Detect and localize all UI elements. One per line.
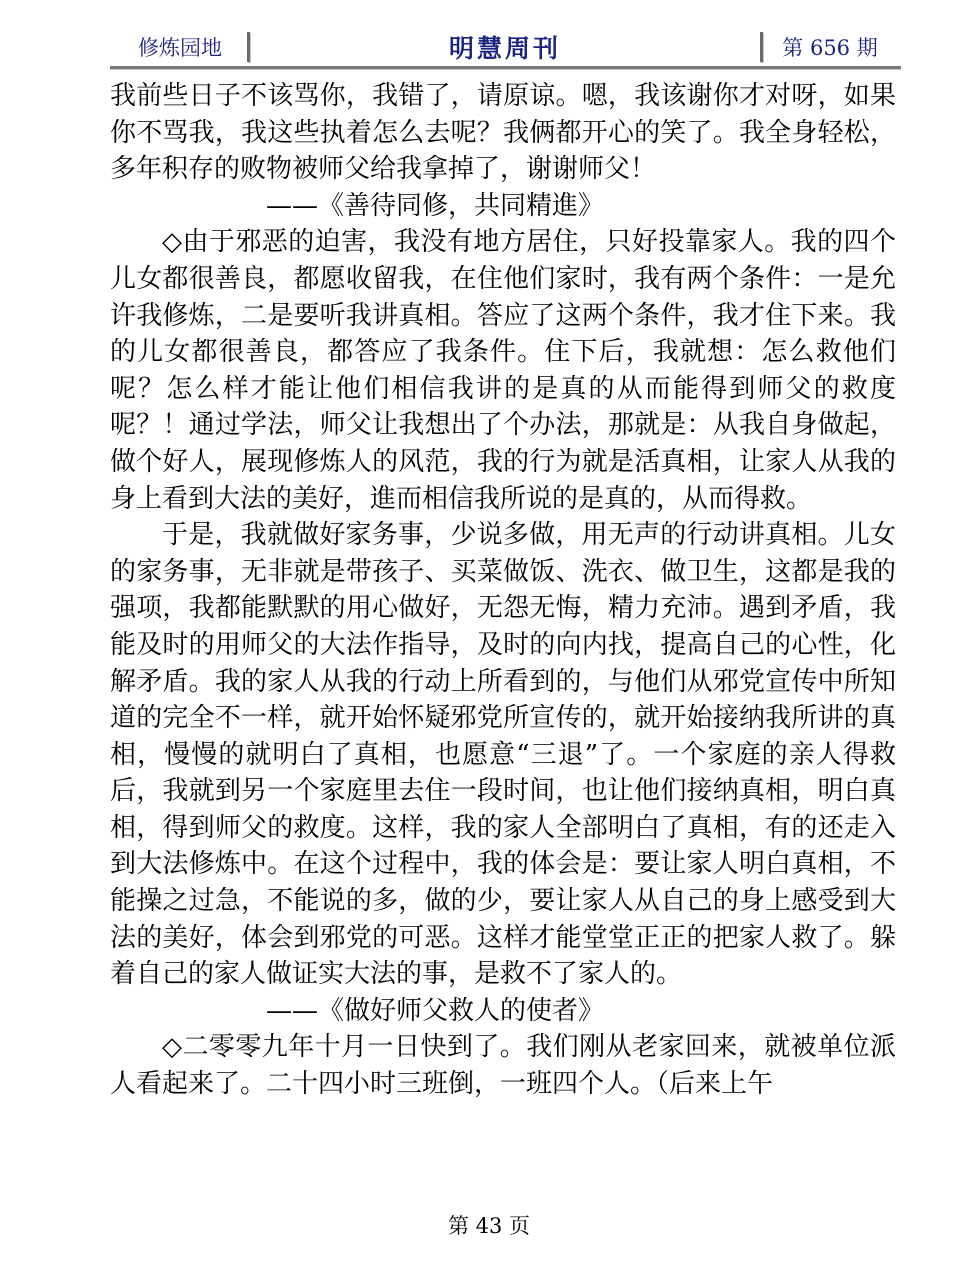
issue-number: 第 656 期: [782, 36, 878, 60]
header-divider: [760, 32, 763, 62]
publication-title: 明慧周刊: [448, 34, 561, 63]
paragraph: 我前些日子不该骂你，我错了，请原谅。嗯，我该谢你才对呀，如果你不骂我，我这些执着怎么去呢？我俩都开心的笑了。我全身轻松，多年积存的败物被师父给我拿掉了，谢谢师父！: [110, 81, 896, 185]
paragraph: 于是，我就做好家务事，少说多做，用无声的行动讲真相。儿女的家务事，无非就是带孩子、买菜做饭、洗衣、做卫生，这都是我的强项，我都能默默的用心做好，无怨无悔，精力充沛。遇到矛盾，我能及时的用师父的大法作指导，及时的向内找，提高自己的心性，化解矛盾。我的家人从我的行动上所看到的，与他们从邪党宣传中所知道的完全不一样，就开始怀疑邪党所宣传的，就开始接纳我所讲的真相，慢慢的就明白了真相，也愿意“三退”了。一个家庭的亲人得救后，我就到另一个家庭里去住一段时间，也让他们接纳真相，明白真相，得到师父的救度。这样，我的家人全部明白了真相，有的还走入到大法修炼中。在这个过程中，我的体会是：要让家人明白真相，不能操之过急，不能说的多，做的少，要让家人从自己的身上感受到大法的美好，体会到邪党的可恶。这样才能堂堂正正的把家人救了。躲着自己的家人做证实大法的事，是救不了家人的。: [110, 520, 896, 990]
paragraph: ◇由于邪恶的迫害，我没有地方居住，只好投靠家人。我的四个儿女都很善良，都愿收留我，在住他们家时，我有两个条件：一是允许我修炼，二是要听我讲真相。答应了这两个条件，我才住下来。我的儿女都很善良，都答应了我条件。住下后，我就想：怎么救他们呢？怎么样才能让他们相信我讲的是真的从而能得到师父的救度呢？！通过学法，师父让我想出了个办法，那就是：从我自身做起，做个好人，展现修炼人的风范，我的行为就是活真相，让家人从我的身上看到大法的美好，進而相信我所说的是真的，从而得救。: [110, 227, 896, 514]
article-attribution: ——《做好师父救人的使者》: [266, 995, 605, 1026]
article-body: [110, 78, 896, 1103]
section-name: 修炼园地: [138, 36, 222, 60]
header-rule: [110, 66, 901, 69]
page-number: 第 43 页: [447, 1214, 531, 1238]
article-attribution: ——《善待同修，共同精進》: [266, 190, 605, 221]
paragraph: ◇二零零九年十月一日快到了。我们刚从老家回来，就被单位派人看起来了。二十四小时三班倒，一班四个人。（后来上午: [110, 1032, 896, 1100]
page-header: [110, 28, 900, 66]
header-divider: [247, 32, 250, 62]
